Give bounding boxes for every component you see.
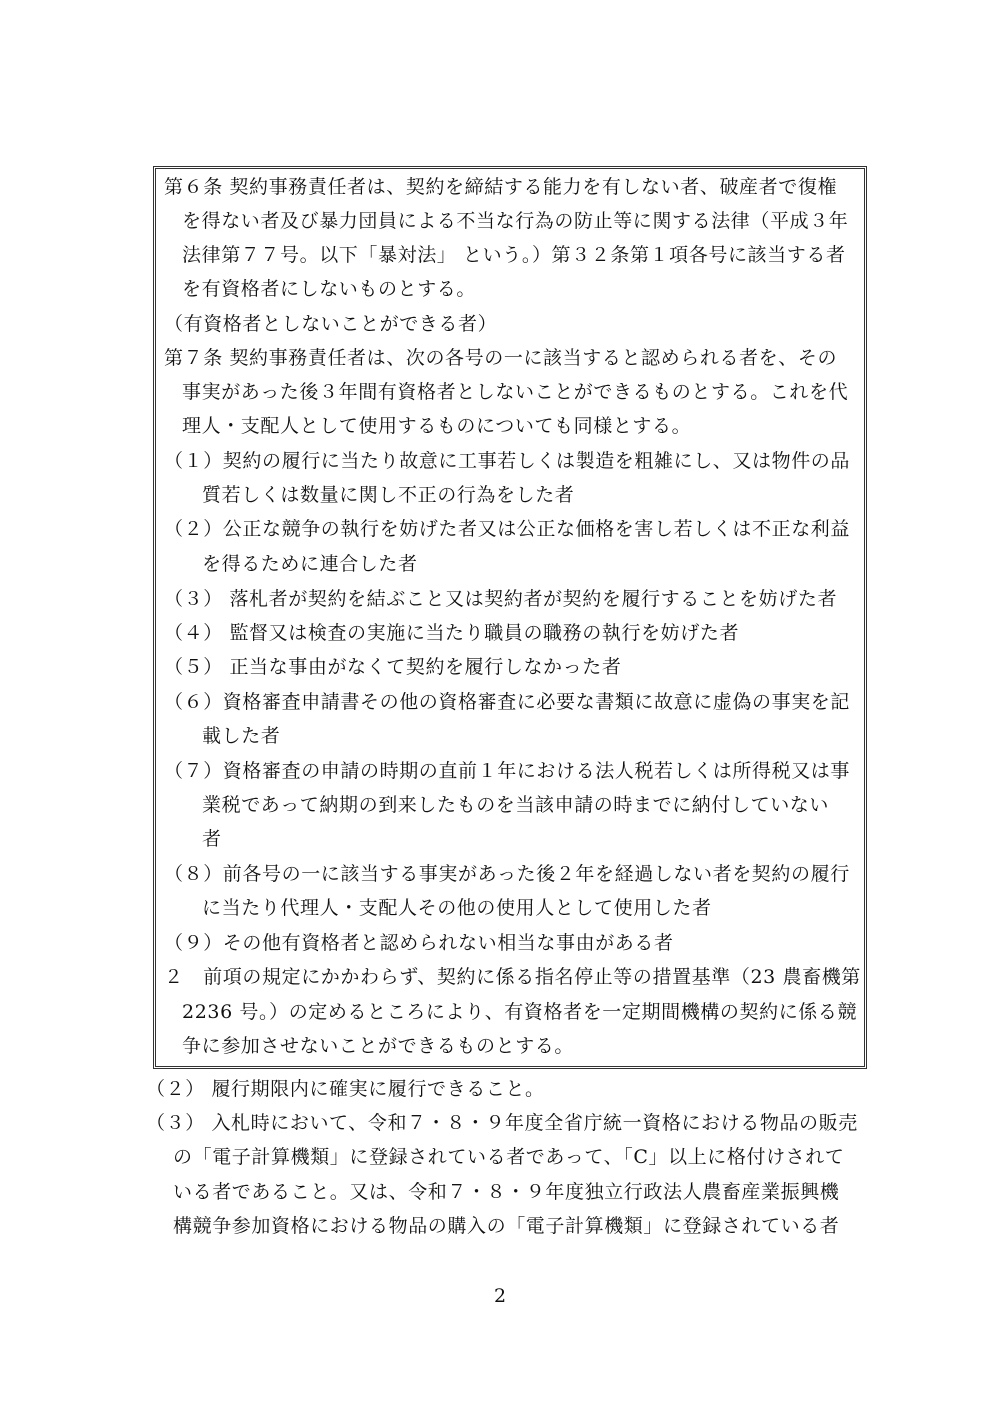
body-line: 構競争参加資格における物品の購入の「電子計算機類」に登録されている者 [173,1215,840,1237]
box-line: 理人・支配人として使用するものについても同様とする。 [182,415,692,437]
box-line: （１）契約の履行に当たり故意に工事若しくは製造を粗雑にし、又は物件の品 [164,450,851,472]
box-line: 2236 号。）の定めるところにより、有資格者を一定期間機構の契約に係る競 [182,1001,858,1023]
box-line: 第７条 契約事務責任者は、次の各号の一に該当すると認められる者を、その [164,347,838,369]
box-line: に当たり代理人・支配人その他の使用人として使用した者 [202,897,712,919]
box-line: 事実があった後３年間有資格者としないことができるものとする。これを代 [182,381,849,403]
body-line: （２） 履行期限内に確実に履行できること。 [146,1078,545,1100]
box-line: （８）前各号の一に該当する事実があった後２年を経過しない者を契約の履行 [164,863,850,885]
box-line: （２）公正な競争の執行を妨げた者又は公正な価格を害し若しくは不正な利益 [164,518,851,540]
box-line: （７）資格審査の申請の時期の直前１年における法人税若しくは所得税又は事 [164,760,851,782]
box-line: 者 [202,828,222,850]
box-line: 法律第７７号。以下「暴対法」 という。）第３２条第１項各号に該当する者 [182,244,846,266]
box-line: 争に参加させないことができるものとする。 [182,1035,575,1057]
box-line: （３） 落札者が契約を結ぶこと又は契約者が契約を履行することを妨げた者 [164,588,838,610]
page-number: 2 [493,1285,507,1307]
box-line: を有資格者にしないものとする。 [182,278,477,300]
body-line: いる者であること。又は、令和７・８・９年度独立行政法人農畜産業振興機 [173,1181,840,1203]
box-line: （６）資格審査申請書その他の資格審査に必要な書類に故意に虚偽の事実を記 [164,691,851,713]
box-line: 第６条 契約事務責任者は、契約を締結する能力を有しない者、破産者で復権 [164,176,838,198]
box-line: （５） 正当な事由がなくて契約を履行しなかった者 [164,656,622,678]
box-line: ２ 前項の規定にかかわらず、契約に係る指名停止等の措置基準（23 農畜機第 [164,966,861,988]
box-line: を得るために連合した者 [202,553,418,575]
body-line: の「電子計算機類」に登録されている者であって、「C」以上に格付けされて [173,1146,845,1168]
box-line: 載した者 [202,725,281,747]
box-line: （９）その他有資格者と認められない相当な事由がある者 [164,932,674,954]
box-line: （４） 監督又は検査の実施に当たり職員の職務の執行を妨げた者 [164,622,740,644]
box-line: 業税であって納期の到来したものを当該申請の時までに納付していない [202,794,830,816]
box-line: 質若しくは数量に関し不正の行為をした者 [202,484,575,506]
box-line: を得ない者及び暴力団員による不当な行為の防止等に関する法律（平成３年 [182,210,849,232]
box-line: （有資格者としないことができる者） [164,313,498,335]
body-line: （３） 入札時において、令和７・８・９年度全省庁統一資格における物品の販売 [146,1112,858,1134]
